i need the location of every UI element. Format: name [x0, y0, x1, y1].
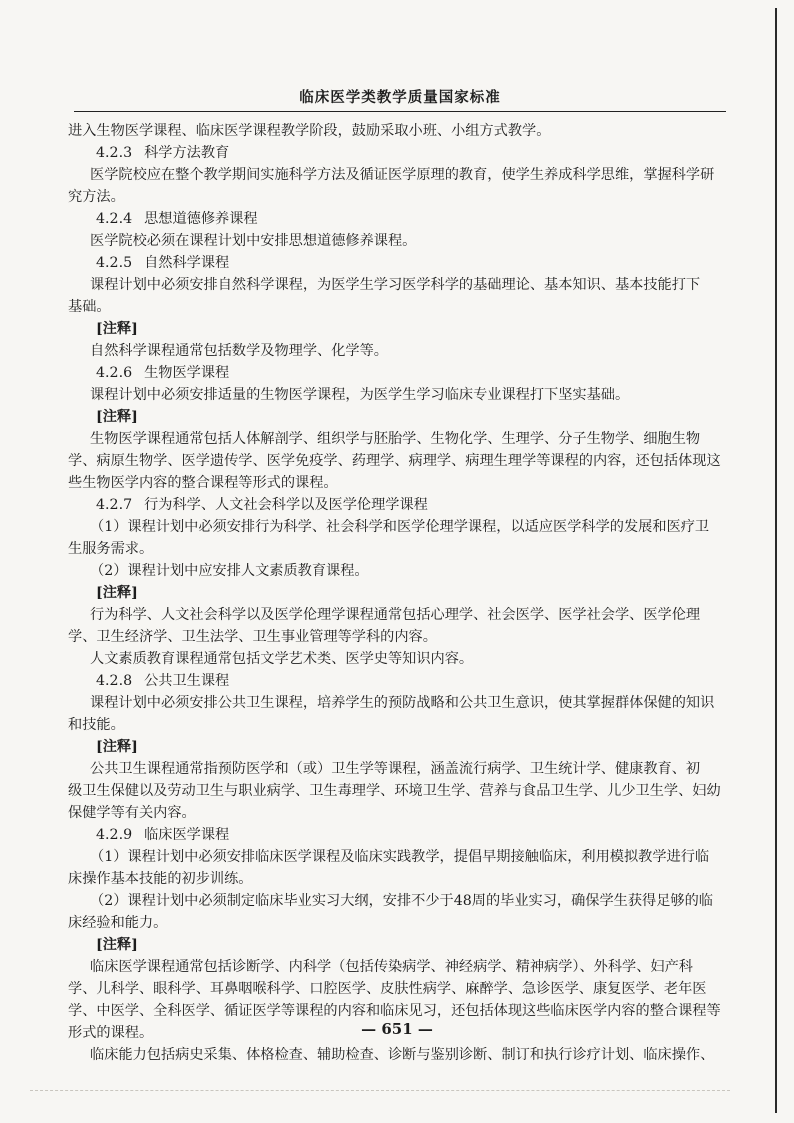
paragraph-line: 课程计划中必须安排自然科学课程，为医学生学习医学科学的基础理论、基本知识、基本技能打下 — [90, 277, 701, 293]
paragraph-line: 医学院校必须在课程计划中安排思想道德修养课程。 — [90, 233, 417, 249]
section-number: 4.2.9 — [96, 827, 133, 843]
paragraph-line: （1）课程计划中必须安排行为科学、社会科学和医学伦理学课程，以适应医学科学的发展和医疗卫 — [90, 519, 710, 535]
text-line: 基础。 — [68, 299, 111, 315]
paragraph-line: 临床医学课程通常包括诊断学、内科学（包括传染病学、神经病学、精神病学）、外科学、妇产科 — [90, 959, 693, 975]
text-line: 学、中医学、全科医学、循证医学等课程的内容和临床见习，还包括体现这些临床医学内容的整合课程等 — [68, 1003, 721, 1019]
section-number: 4.2.7 — [96, 497, 133, 513]
paragraph-line: 行为科学、人文社会科学以及医学伦理学课程通常包括心理学、社会医学、医学社会学、医学伦理 — [90, 607, 701, 623]
note-label: [注释] — [96, 321, 138, 337]
paragraph-line: （2）课程计划中必须制定临床毕业实习大纲，安排不少于48周的毕业实习，确保学生获得足够的临 — [90, 893, 713, 909]
text-line: 床经验和能力。 — [68, 915, 168, 931]
section-heading — [96, 252, 722, 274]
header-rule — [74, 111, 726, 112]
note-label: [注释] — [96, 739, 138, 755]
text-line: 学、儿科学、眼科学、耳鼻咽喉科学、口腔医学、皮肤性病学、麻醉学、急诊医学、康复医学、老年医 — [68, 981, 707, 997]
paragraph-line: 医学院校应在整个教学期间实施科学方法及循证医学原理的教育，使学生养成科学思维，掌握科学研 — [90, 167, 715, 183]
note-label: [注释] — [96, 409, 138, 425]
paragraph-line: 人文素质教育课程通常包括文学艺术类、医学史等知识内容。 — [90, 651, 474, 667]
section-number: 4.2.6 — [96, 365, 133, 381]
paragraph-line: 自然科学课程通常包括数学及物理学、化学等。 — [90, 343, 388, 359]
section-number: 4.2.4 — [96, 211, 133, 227]
text-line: 和技能。 — [68, 717, 125, 733]
paragraph-line: （2）课程计划中应安排人文素质教育课程。 — [90, 563, 369, 579]
text-line: 些生物医学内容的整合课程等形式的课程。 — [68, 475, 338, 491]
section-title: 公共卫生课程 — [144, 673, 230, 689]
section-number: 4.2.8 — [96, 673, 133, 689]
paragraph-line: 临床能力包括病史采集、体格检查、辅助检查、诊断与鉴别诊断、制订和执行诊疗计划、临床操作、 — [90, 1047, 715, 1063]
page-edge-rule — [775, 8, 777, 1113]
scan-artifact-line — [30, 1090, 730, 1091]
section-heading — [96, 208, 722, 230]
section-title: 思想道德修养课程 — [144, 211, 258, 227]
paragraph-line: 课程计划中必须安排公共卫生课程，培养学生的预防战略和公共卫生意识，使其掌握群体保健的知识 — [90, 695, 715, 711]
page-number: — 651 — — [361, 1020, 433, 1038]
section-heading — [96, 670, 722, 692]
paragraph-line: 课程计划中必须安排适量的生物医学课程，为医学生学习临床专业课程打下坚实基础。 — [90, 387, 630, 403]
section-number: 4.2.5 — [96, 255, 133, 271]
text-line: 学、卫生经济学、卫生法学、卫生事业管理等学科的内容。 — [68, 629, 437, 645]
section-title: 科学方法教育 — [144, 145, 230, 161]
section-heading — [96, 362, 722, 384]
paragraph-line: 公共卫生课程通常指预防医学和（或）卫生学等课程，涵盖流行病学、卫生统计学、健康教育、初 — [90, 761, 701, 777]
text-line: 级卫生保健以及劳动卫生与职业病学、卫生毒理学、环境卫生学、营养与食品卫生学、儿少卫生学、妇幼 — [68, 783, 721, 799]
note-label: [注释] — [96, 937, 138, 953]
section-title: 行为科学、人文社会科学以及医学伦理学课程 — [144, 497, 428, 513]
section-heading — [96, 142, 722, 164]
section-heading — [96, 824, 722, 846]
running-header: 临床医学类教学质量国家标准 — [299, 90, 501, 106]
section-title: 临床医学课程 — [144, 827, 230, 843]
paragraph-line: 生物医学课程通常包括人体解剖学、组织学与胚胎学、生物化学、生理学、分子生物学、细胞生物 — [90, 431, 701, 447]
section-heading — [96, 494, 722, 516]
text-line: 究方法。 — [68, 189, 125, 205]
text-line: 形式的课程。 — [68, 1025, 154, 1041]
section-number: 4.2.3 — [96, 145, 133, 161]
paragraph-line: （1）课程计划中必须安排临床医学课程及临床实践教学，提倡早期接触临床，利用模拟教学进行临 — [90, 849, 710, 865]
note-label: [注释] — [96, 585, 138, 601]
section-title: 生物医学课程 — [144, 365, 230, 381]
text-line: 保健学等有关内容。 — [68, 805, 196, 821]
text-line: 床操作基本技能的初步训练。 — [68, 871, 253, 887]
body-text — [68, 120, 722, 1066]
section-title: 自然科学课程 — [144, 255, 230, 271]
text-line: 进入生物医学课程、临床医学课程教学阶段，鼓励采取小班、小组方式教学。 — [68, 123, 551, 139]
text-line: 生服务需求。 — [68, 541, 154, 557]
text-line: 学、病原生物学、医学遗传学、医学免疫学、药理学、病理学、病理生理学等课程的内容，还包括体现这 — [68, 453, 721, 469]
